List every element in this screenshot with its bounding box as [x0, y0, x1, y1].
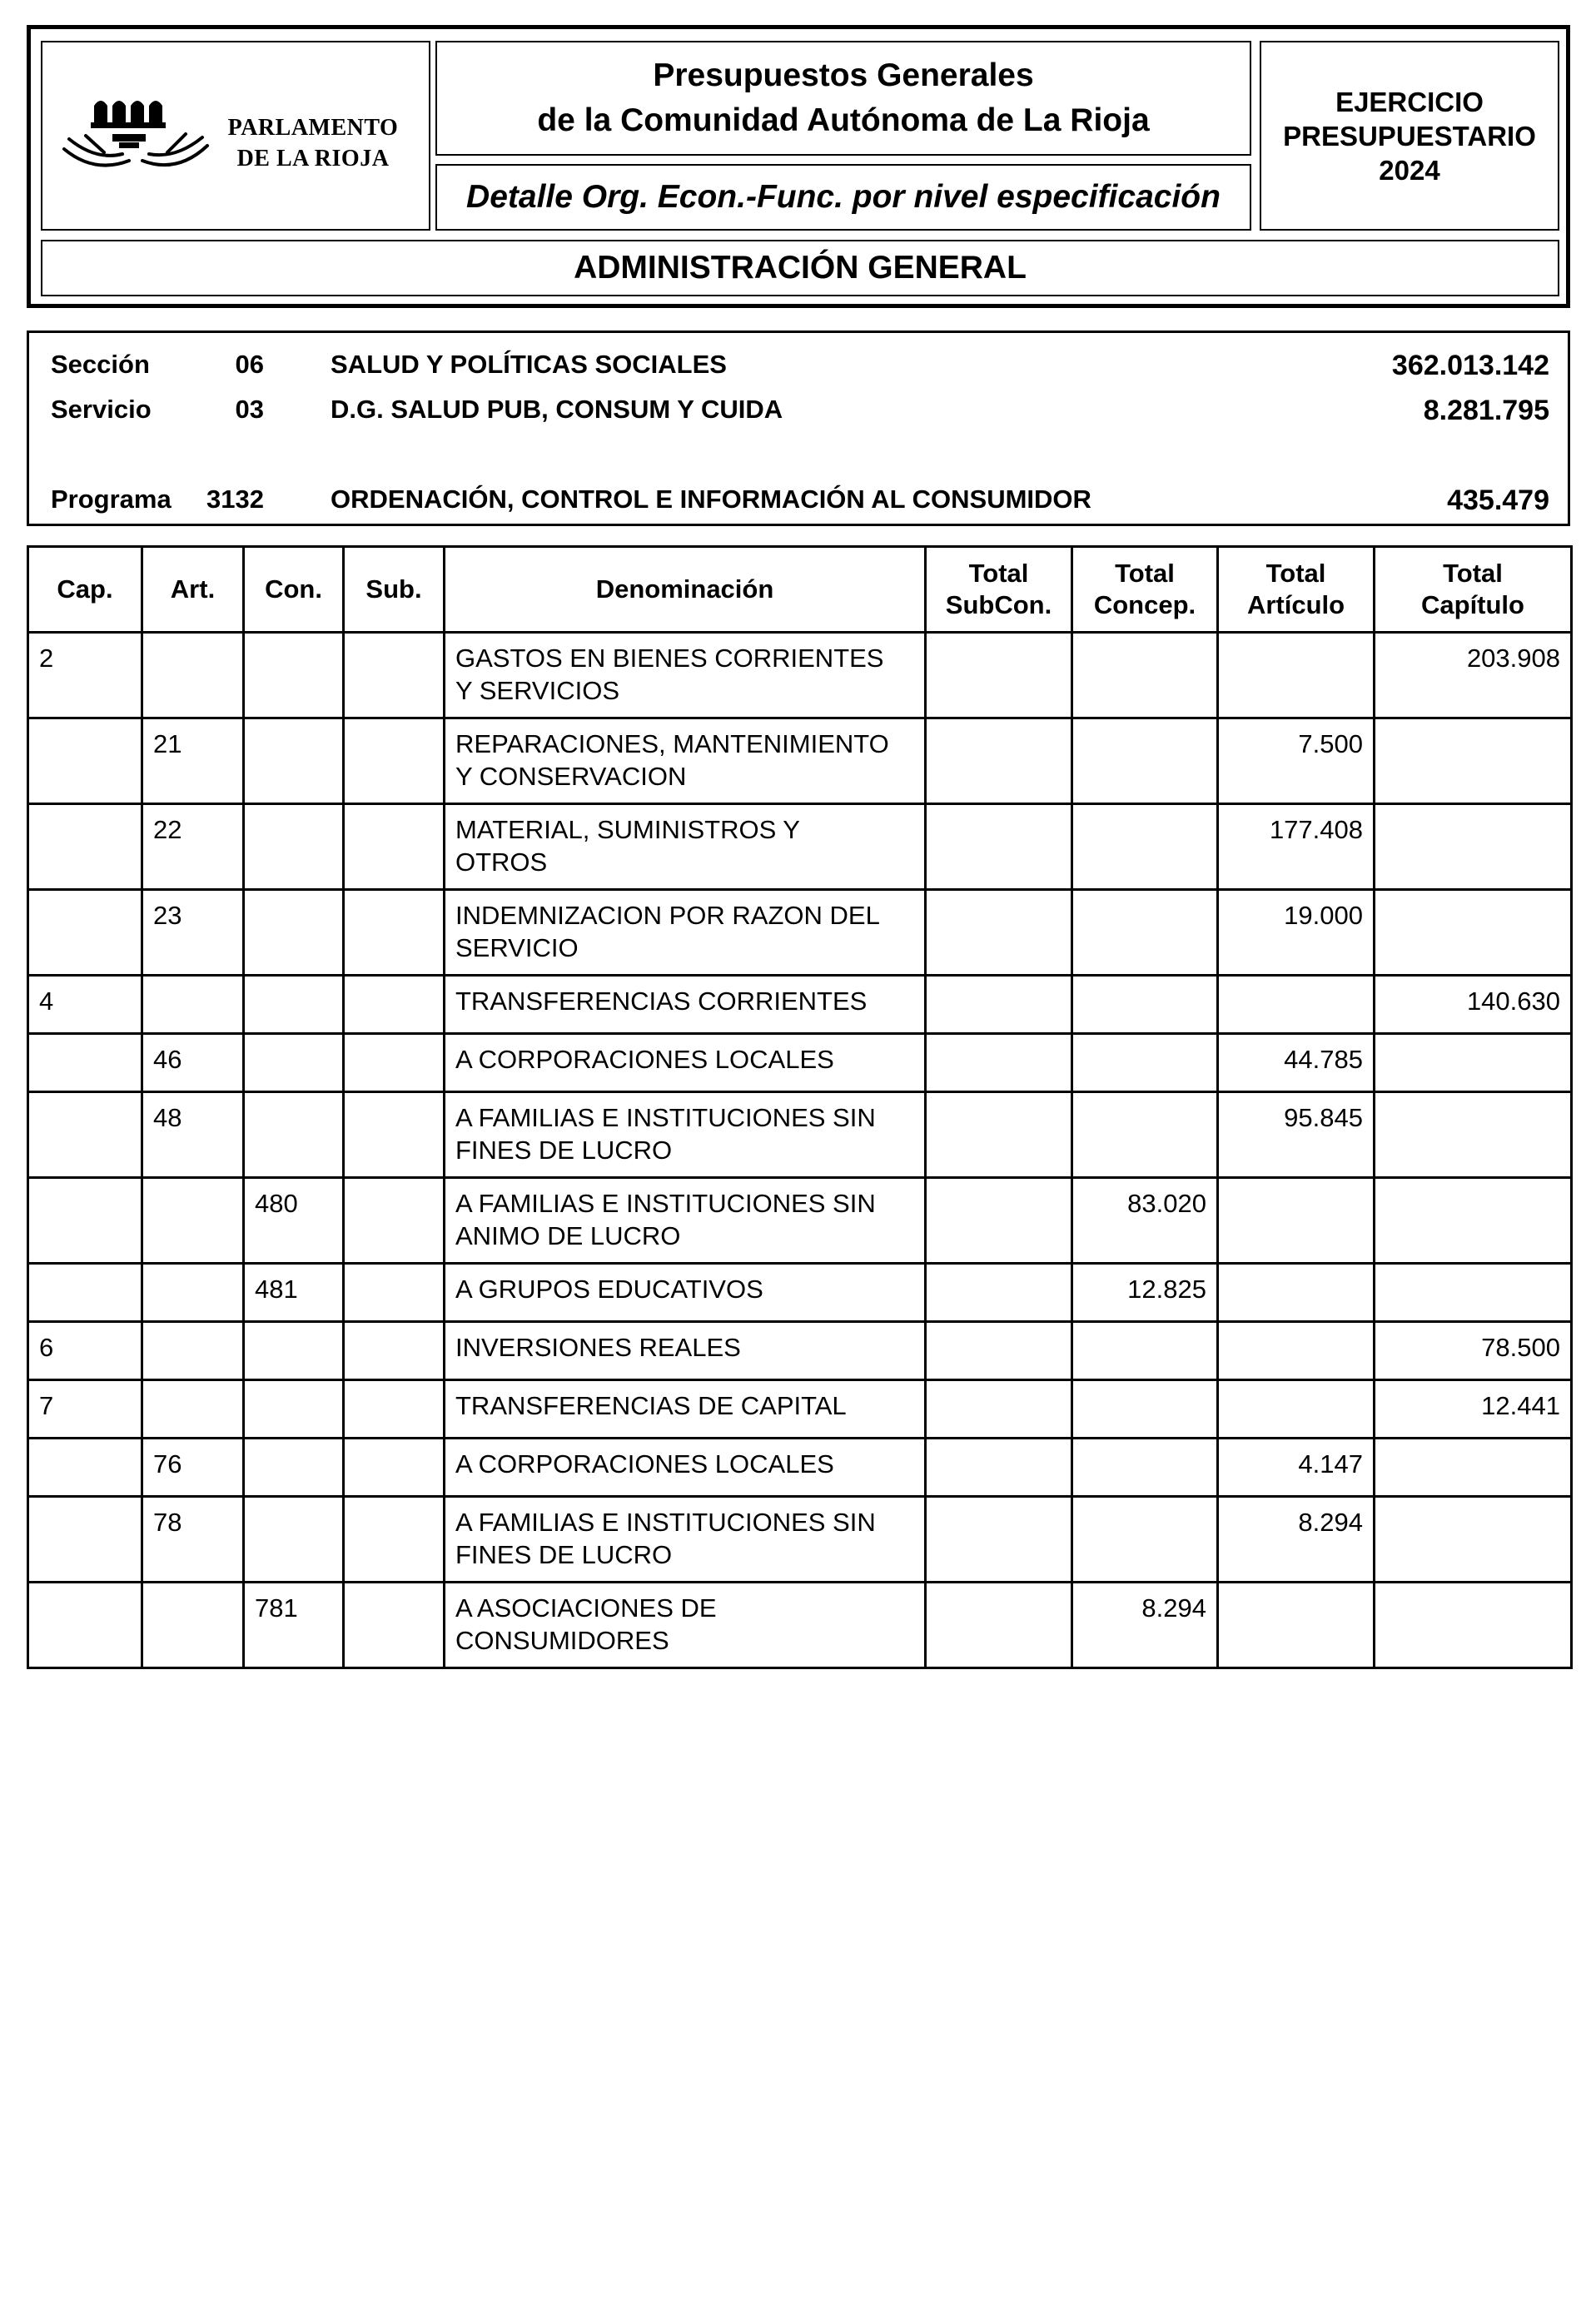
cell-total-articulo: 8.294: [1218, 1497, 1375, 1583]
table-row: [28, 890, 1572, 976]
document-header: [27, 25, 1570, 308]
cell-total-subcon: [926, 1178, 1072, 1264]
programa-label: Programa: [51, 485, 172, 514]
cell-cap: [28, 890, 142, 976]
table-row: [28, 1322, 1572, 1380]
cell-sub: [344, 890, 445, 976]
col-header-total-concep: [1072, 547, 1218, 633]
cell-cap: [28, 1178, 142, 1264]
seccion-label: Sección: [51, 350, 150, 379]
col-header-sub: Sub.: [344, 547, 445, 633]
cell-total-subcon: [926, 804, 1072, 890]
cell-con: 781: [244, 1583, 344, 1668]
cell-art: [142, 1583, 244, 1668]
cell-art: 23: [142, 890, 244, 976]
cell-total-concep: [1072, 1322, 1218, 1380]
denominacion-line-2: CONSUMIDORES: [455, 1626, 669, 1655]
cell-total-concep: [1072, 1439, 1218, 1497]
cell-denominacion: [445, 718, 926, 804]
cell-total-capitulo: [1375, 804, 1572, 890]
cell-art: 22: [142, 804, 244, 890]
logo-line-2: DE LA RIOJA: [236, 146, 390, 171]
cell-sub: [344, 1092, 445, 1178]
table-row: [28, 1264, 1572, 1322]
col-header-total-concep-line2: Concep.: [1093, 590, 1196, 619]
cell-total-articulo: [1218, 1583, 1375, 1668]
table-row: [28, 804, 1572, 890]
cell-sub: [344, 1583, 445, 1668]
cell-cap: [28, 1439, 142, 1497]
denominacion-line-1: INVERSIONES REALES: [455, 1333, 741, 1362]
cell-cap: [28, 1497, 142, 1583]
programa-amount: 435.479: [1447, 485, 1549, 516]
cell-denominacion: [445, 804, 926, 890]
cell-con: [244, 718, 344, 804]
cell-total-subcon: [926, 976, 1072, 1034]
cell-denominacion: [445, 1178, 926, 1264]
cell-denominacion: [445, 976, 926, 1034]
seccion-row: [29, 350, 1568, 383]
denominacion-line-2: ANIMO DE LUCRO: [455, 1221, 681, 1250]
cell-total-concep: [1072, 804, 1218, 890]
year-line-1: EJERCICIO: [1335, 86, 1484, 117]
cell-con: [244, 1034, 344, 1092]
table-row: [28, 633, 1572, 718]
cell-total-concep: [1072, 633, 1218, 718]
cell-total-concep: [1072, 1034, 1218, 1092]
cell-total-capitulo: 78.500: [1375, 1322, 1572, 1380]
cell-denominacion: [445, 633, 926, 718]
cell-total-articulo: [1218, 1264, 1375, 1322]
servicio-code: 03: [235, 395, 264, 424]
servicio-label: Servicio: [51, 395, 152, 424]
cell-cap: 4: [28, 976, 142, 1034]
table-row: [28, 976, 1572, 1034]
cell-art: [142, 976, 244, 1034]
cell-total-subcon: [926, 718, 1072, 804]
cell-total-subcon: [926, 1322, 1072, 1380]
year-value: 2024: [1379, 154, 1440, 186]
cell-denominacion: [445, 1497, 926, 1583]
cell-con: [244, 1380, 344, 1439]
cell-denominacion: [445, 890, 926, 976]
cell-con: [244, 633, 344, 718]
cell-sub: [344, 1264, 445, 1322]
cell-cap: 7: [28, 1380, 142, 1439]
col-header-total-concep-line1: Total: [1115, 559, 1175, 588]
cell-con: [244, 804, 344, 890]
cell-total-articulo: 19.000: [1218, 890, 1375, 976]
denominacion-line-1: A FAMILIAS E INSTITUCIONES SIN: [455, 1189, 876, 1218]
cell-total-subcon: [926, 1264, 1072, 1322]
denominacion-line-1: TRANSFERENCIAS CORRIENTES: [455, 987, 868, 1016]
cell-denominacion: [445, 1439, 926, 1497]
col-header-total-capitulo: [1375, 547, 1572, 633]
fiscal-year-block: [1260, 41, 1559, 231]
cell-sub: [344, 718, 445, 804]
col-header-denominacion: Denominación: [445, 547, 926, 633]
cell-total-concep: [1072, 718, 1218, 804]
cell-total-capitulo: 140.630: [1375, 976, 1572, 1034]
cell-art: [142, 1322, 244, 1380]
cell-total-articulo: 44.785: [1218, 1034, 1375, 1092]
cell-total-capitulo: [1375, 1178, 1572, 1264]
servicio-name: D.G. SALUD PUB, CONSUM Y CUIDA: [331, 395, 783, 424]
table-row: [28, 1497, 1572, 1583]
cell-art: 76: [142, 1439, 244, 1497]
table-row: [28, 1380, 1572, 1439]
logo-line-1: PARLAMENTO: [227, 115, 399, 141]
col-header-total-subcon-line2: SubCon.: [945, 590, 1052, 619]
cell-sub: [344, 1380, 445, 1439]
budget-table: [27, 545, 1573, 1669]
cell-con: 481: [244, 1264, 344, 1322]
cell-total-articulo: 7.500: [1218, 718, 1375, 804]
cell-total-articulo: [1218, 976, 1375, 1034]
cell-total-capitulo: [1375, 1264, 1572, 1322]
cell-total-concep: [1072, 976, 1218, 1034]
cell-art: [142, 1380, 244, 1439]
cell-total-subcon: [926, 1497, 1072, 1583]
cell-sub: [344, 1178, 445, 1264]
cell-sub: [344, 633, 445, 718]
seccion-name: SALUD Y POLÍTICAS SOCIALES: [331, 350, 727, 379]
cell-total-concep: [1072, 1497, 1218, 1583]
seccion-amount: 362.013.142: [1391, 350, 1549, 381]
denominacion-line-1: TRANSFERENCIAS DE CAPITAL: [455, 1391, 847, 1420]
denominacion-line-1: GASTOS EN BIENES CORRIENTES: [455, 644, 884, 673]
cell-sub: [344, 1034, 445, 1092]
cell-cap: [28, 1034, 142, 1092]
cell-cap: [28, 1264, 142, 1322]
servicio-amount: 8.281.795: [1423, 395, 1549, 426]
cell-con: [244, 1439, 344, 1497]
cell-sub: [344, 804, 445, 890]
denominacion-line-2: SERVICIO: [455, 933, 579, 962]
cell-total-articulo: 95.845: [1218, 1092, 1375, 1178]
denominacion-line-2: Y SERVICIOS: [455, 676, 619, 705]
table-row: [28, 1178, 1572, 1264]
col-header-total-capitulo-line1: Total: [1443, 559, 1503, 588]
cell-art: 48: [142, 1092, 244, 1178]
denominacion-line-2: FINES DE LUCRO: [455, 1136, 673, 1165]
seccion-code: 06: [235, 350, 264, 379]
cell-total-capitulo: [1375, 1092, 1572, 1178]
cell-denominacion: [445, 1034, 926, 1092]
table-row: [28, 1034, 1572, 1092]
cell-total-capitulo: [1375, 890, 1572, 976]
cell-total-articulo: 177.408: [1218, 804, 1375, 890]
cell-art: 78: [142, 1497, 244, 1583]
document-title: [435, 41, 1251, 156]
cell-cap: 2: [28, 633, 142, 718]
cell-total-articulo: [1218, 1380, 1375, 1439]
col-header-total-articulo-line2: Artículo: [1246, 590, 1345, 619]
cell-denominacion: [445, 1092, 926, 1178]
cell-total-subcon: [926, 633, 1072, 718]
cell-art: 46: [142, 1034, 244, 1092]
cell-cap: 6: [28, 1322, 142, 1380]
cell-denominacion: [445, 1264, 926, 1322]
table-row: [28, 1092, 1572, 1178]
cell-con: [244, 976, 344, 1034]
denominacion-line-1: MATERIAL, SUMINISTROS Y: [455, 815, 800, 844]
cell-total-articulo: [1218, 1322, 1375, 1380]
col-header-total-articulo: [1218, 547, 1375, 633]
col-header-total-capitulo-line2: Capítulo: [1421, 590, 1524, 619]
col-header-total-subcon: [926, 547, 1072, 633]
denominacion-line-2: OTROS: [455, 847, 548, 877]
denominacion-line-1: A GRUPOS EDUCATIVOS: [455, 1275, 763, 1304]
cell-con: 480: [244, 1178, 344, 1264]
cell-total-subcon: [926, 1380, 1072, 1439]
programa-code: 3132: [206, 485, 264, 514]
cell-total-articulo: [1218, 633, 1375, 718]
programa-row: [29, 485, 1568, 518]
administration-title: ADMINISTRACIÓN GENERAL: [41, 240, 1559, 296]
denominacion-line-2: Y CONSERVACION: [455, 762, 687, 791]
denominacion-line-1: INDEMNIZACION POR RAZON DEL: [455, 901, 880, 930]
col-header-con: Con.: [244, 547, 344, 633]
cell-cap: [28, 718, 142, 804]
denominacion-line-1: A FAMILIAS E INSTITUCIONES SIN: [455, 1103, 876, 1132]
document-subtitle: Detalle Org. Econ.-Func. por nivel especificación: [435, 164, 1251, 231]
cell-art: 21: [142, 718, 244, 804]
denominacion-line-1: A CORPORACIONES LOCALES: [455, 1449, 834, 1479]
cell-sub: [344, 1497, 445, 1583]
cell-con: [244, 1497, 344, 1583]
cell-total-articulo: 4.147: [1218, 1439, 1375, 1497]
section-summary: [27, 330, 1570, 526]
cell-art: [142, 633, 244, 718]
cell-denominacion: [445, 1380, 926, 1439]
cell-total-subcon: [926, 1034, 1072, 1092]
cell-denominacion: [445, 1583, 926, 1668]
year-line-2: PRESUPUESTARIO: [1283, 120, 1536, 152]
col-header-total-articulo-line1: Total: [1265, 559, 1326, 588]
cell-total-capitulo: 203.908: [1375, 633, 1572, 718]
denominacion-line-1: REPARACIONES, MANTENIMIENTO: [455, 729, 889, 758]
cell-total-articulo: [1218, 1178, 1375, 1264]
col-header-total-subcon-line1: Total: [968, 559, 1029, 588]
parliament-logo-icon: [61, 94, 211, 186]
cell-sub: [344, 1439, 445, 1497]
cell-total-concep: [1072, 890, 1218, 976]
table-row: [28, 1439, 1572, 1497]
cell-total-concep: 83.020: [1072, 1178, 1218, 1264]
cell-total-capitulo: [1375, 718, 1572, 804]
title-line-2: de la Comunidad Autónoma de La Rioja: [537, 102, 1150, 138]
cell-total-subcon: [926, 1439, 1072, 1497]
cell-total-subcon: [926, 890, 1072, 976]
cell-total-concep: 12.825: [1072, 1264, 1218, 1322]
cell-total-capitulo: [1375, 1497, 1572, 1583]
programa-name: ORDENACIÓN, CONTROL E INFORMACIÓN AL CONSUMIDOR: [331, 485, 1091, 514]
table-body: [28, 633, 1572, 1668]
servicio-row: [29, 395, 1568, 428]
table-row: [28, 1583, 1572, 1668]
cell-con: [244, 1092, 344, 1178]
cell-total-capitulo: [1375, 1439, 1572, 1497]
cell-total-subcon: [926, 1092, 1072, 1178]
cell-total-concep: [1072, 1092, 1218, 1178]
cell-art: [142, 1264, 244, 1322]
table-row: [28, 718, 1572, 804]
cell-con: [244, 890, 344, 976]
denominacion-line-1: A FAMILIAS E INSTITUCIONES SIN: [455, 1508, 876, 1537]
cell-total-capitulo: [1375, 1583, 1572, 1668]
cell-con: [244, 1322, 344, 1380]
denominacion-line-2: FINES DE LUCRO: [455, 1540, 673, 1569]
title-line-1: Presupuestos Generales: [653, 57, 1034, 93]
cell-total-concep: 8.294: [1072, 1583, 1218, 1668]
cell-cap: [28, 804, 142, 890]
cell-art: [142, 1178, 244, 1264]
logo-block: [41, 41, 430, 231]
cell-cap: [28, 1583, 142, 1668]
table-header-row: [28, 547, 1572, 633]
col-header-cap: Cap.: [28, 547, 142, 633]
cell-denominacion: [445, 1322, 926, 1380]
cell-total-capitulo: 12.441: [1375, 1380, 1572, 1439]
logo-text: [213, 112, 413, 174]
denominacion-line-1: A CORPORACIONES LOCALES: [455, 1045, 834, 1074]
cell-total-capitulo: [1375, 1034, 1572, 1092]
cell-sub: [344, 1322, 445, 1380]
cell-total-concep: [1072, 1380, 1218, 1439]
cell-sub: [344, 976, 445, 1034]
denominacion-line-1: A ASOCIACIONES DE: [455, 1593, 717, 1623]
col-header-art: Art.: [142, 547, 244, 633]
cell-total-subcon: [926, 1583, 1072, 1668]
cell-cap: [28, 1092, 142, 1178]
